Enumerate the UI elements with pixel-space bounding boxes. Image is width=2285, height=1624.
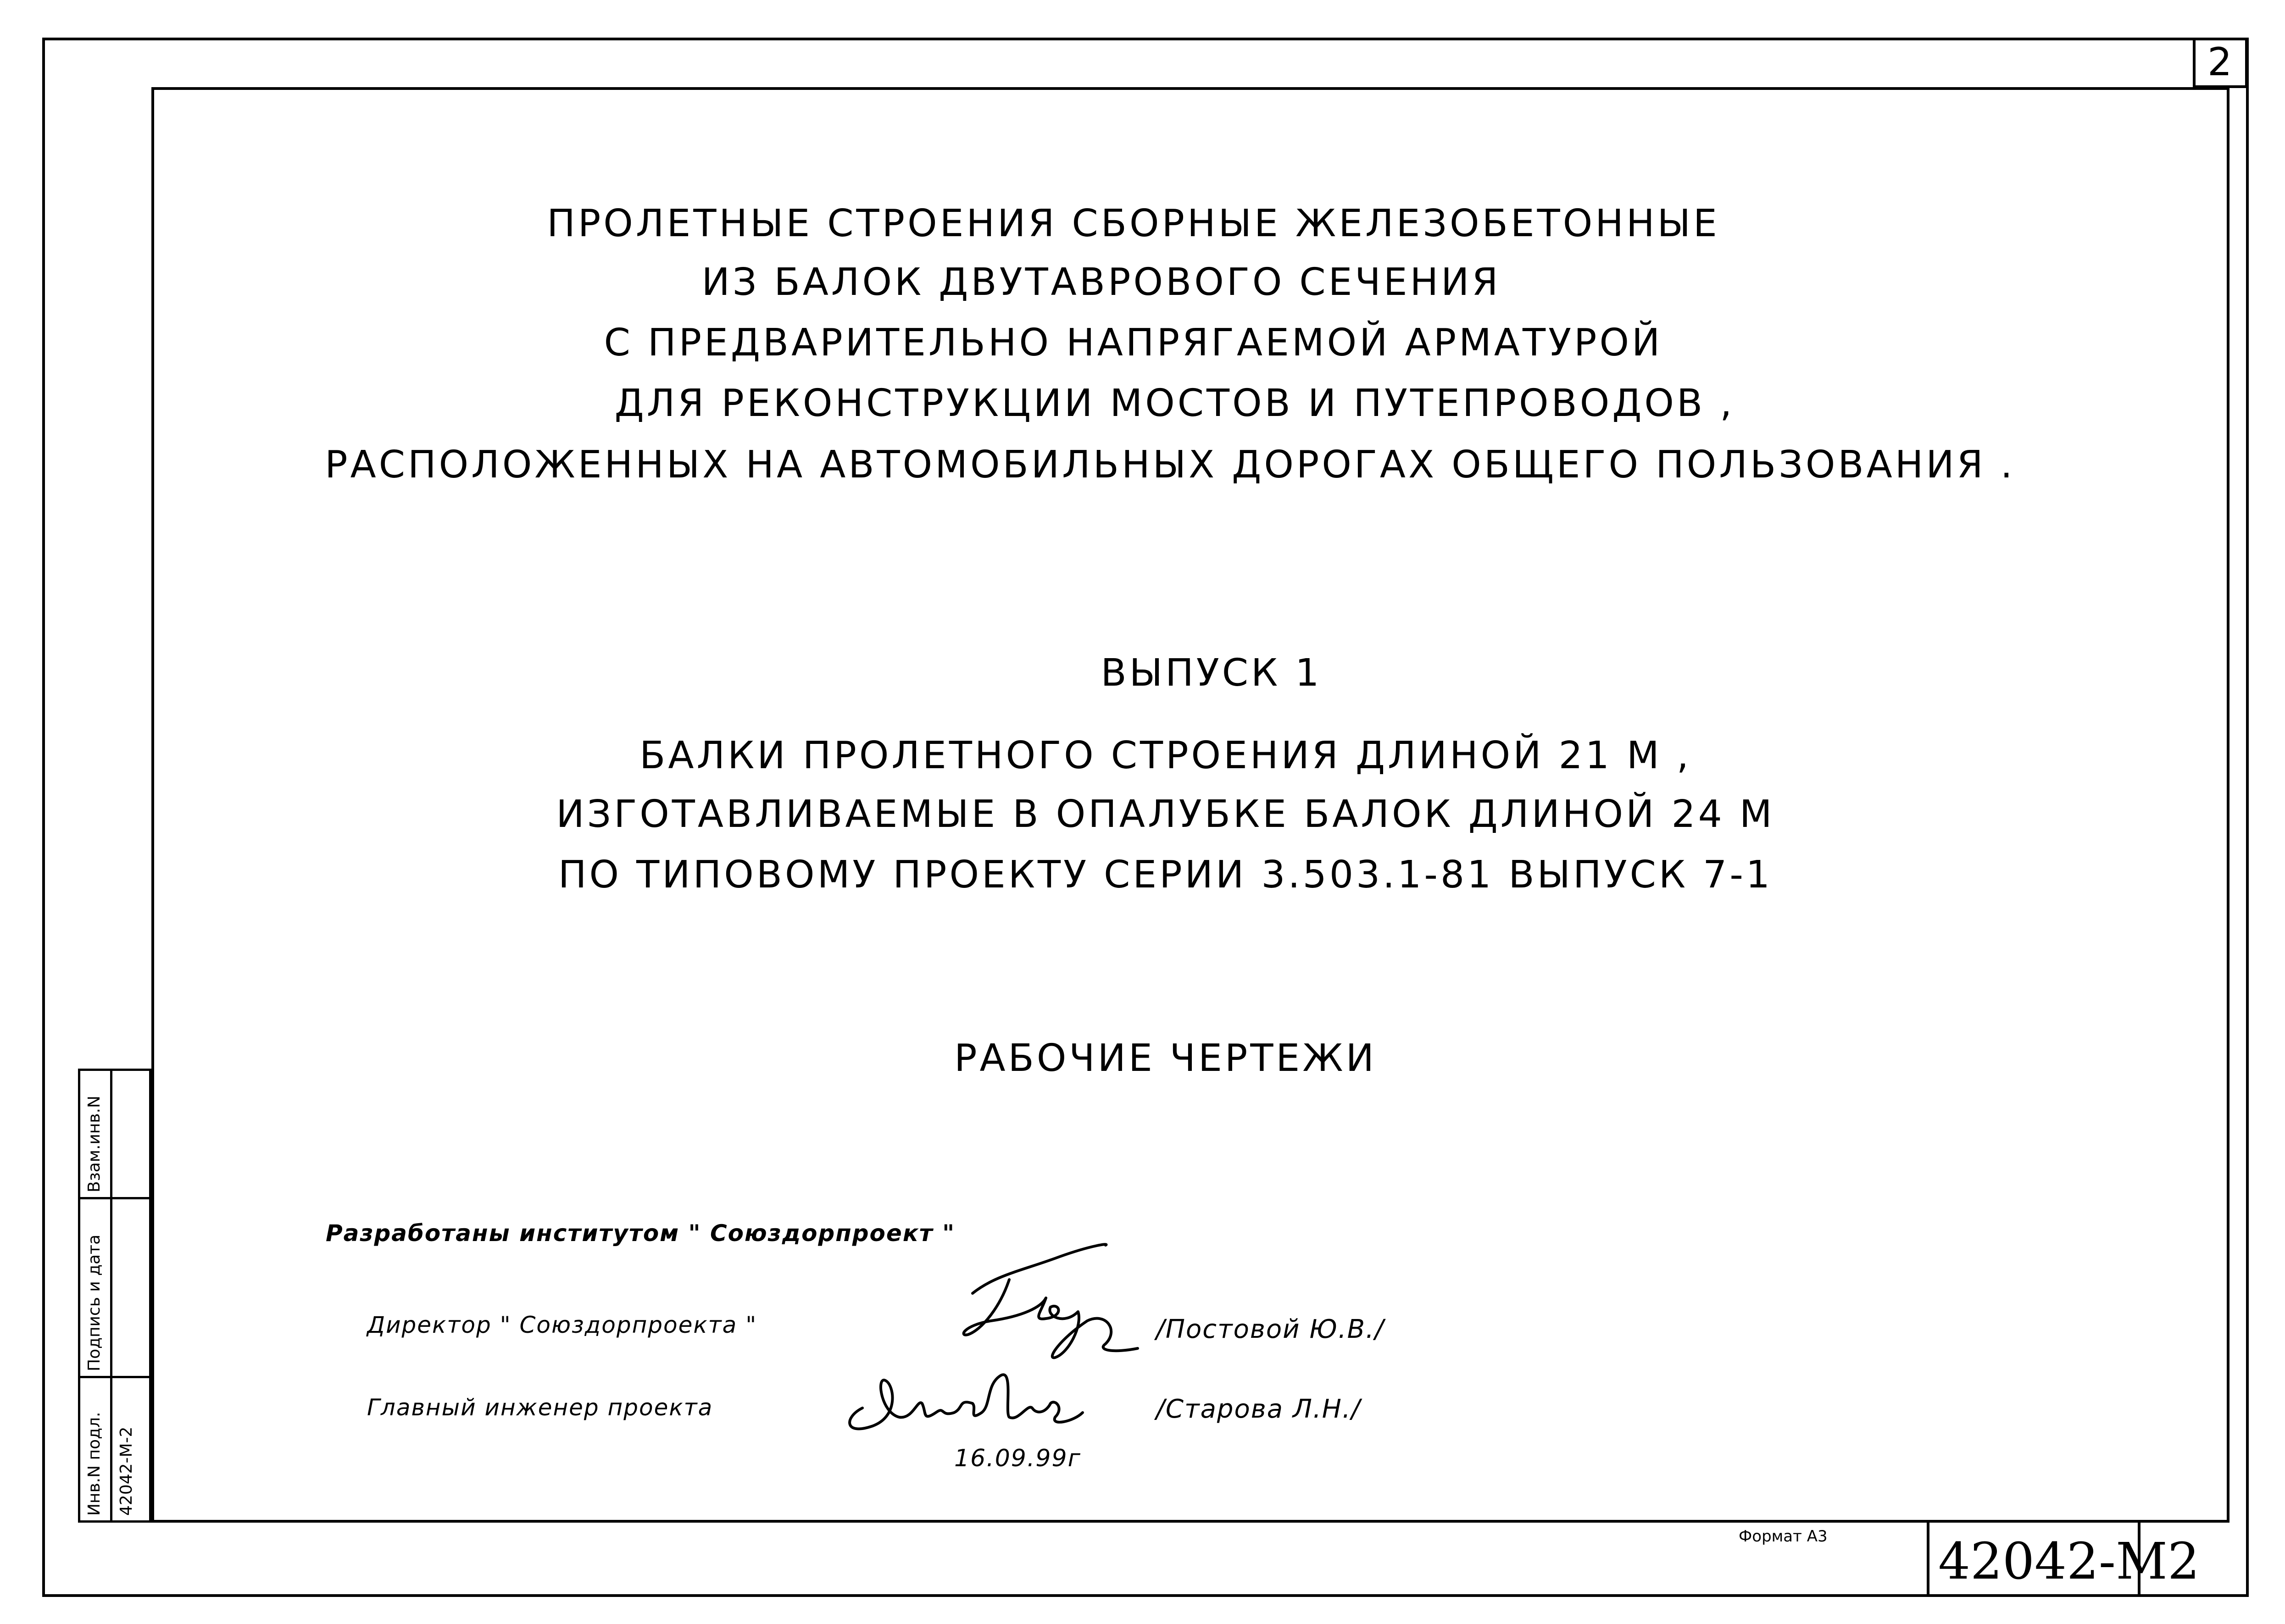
replace-inv-label: Взам.инв.N: [85, 1095, 104, 1192]
director-name: /Постовой Ю.В./: [1156, 1314, 1384, 1344]
doc-code: 42042-М: [1938, 1532, 2168, 1591]
developed-by: Разработаны институтом " Союздорпроект ": [326, 1220, 956, 1247]
issue-line-1: БАЛКИ ПРОЛЕТНОГО СТРОЕНИЯ ДЛИНОЙ 21 М ,: [639, 734, 1691, 777]
side-panel-divider-2: [78, 1376, 151, 1378]
title-line-2: ИЗ БАЛОК ДВУТАВРОВОГО СЕЧЕНИЯ: [701, 261, 1501, 304]
title-line-3: С ПРЕДВАРИТЕЛЬНО НАПРЯГАЕМОЙ АРМАТУРОЙ: [604, 321, 1663, 365]
inv-no-label: Инв.N подл.: [85, 1412, 104, 1516]
title-line-4: ДЛЯ РЕКОНСТРУКЦИИ МОСТОВ И ПУТЕПРОВОДОВ ,: [614, 382, 1735, 425]
chief-engineer-name: /Старова Л.Н./: [1156, 1394, 1361, 1424]
side-panel-divider-vertical: [110, 1069, 112, 1523]
title-line-1: ПРОЛЕТНЫЕ СТРОЕНИЯ СБОРНЫЕ ЖЕЛЕЗОБЕТОННЫЕ: [547, 202, 1720, 245]
inv-no-value: 42042-М-2: [117, 1426, 136, 1516]
chief-engineer-signature: [835, 1358, 1092, 1458]
title-line-5: РАСПОЛОЖЕННЫХ НА АВТОМОБИЛЬНЫХ ДОРОГАХ ОБЩЕГО ПОЛЬЗОВАНИЯ .: [325, 443, 2015, 487]
stamp-sheet-number: 2: [2168, 1532, 2200, 1591]
director-signature: [954, 1238, 1156, 1376]
issue-label: ВЫПУСК 1: [1101, 651, 1322, 695]
director-title: Директор " Союздорпроекта ": [367, 1312, 757, 1338]
corner-sheet-number: 2: [2207, 39, 2232, 84]
stage-label: РАБОЧИЕ ЧЕРТЕЖИ: [954, 1036, 1377, 1080]
chief-engineer-title: Главный инженер проекта: [367, 1394, 713, 1421]
format-label: Формат А3: [1739, 1527, 1828, 1546]
issue-line-3: ПО ТИПОВОМУ ПРОЕКТУ СЕРИИ 3.503.1-81 ВЫПУСК 7-1: [558, 853, 1773, 897]
side-panel-divider-1: [78, 1197, 151, 1199]
issue-line-2: ИЗГОТАВЛИВАЕМЫЕ В ОПАЛУБКЕ БАЛОК ДЛИНОЙ 24 М: [556, 793, 1775, 836]
signature-date: 16.09.99г: [954, 1445, 1081, 1472]
sign-date-label: Подпись и дата: [85, 1234, 104, 1371]
